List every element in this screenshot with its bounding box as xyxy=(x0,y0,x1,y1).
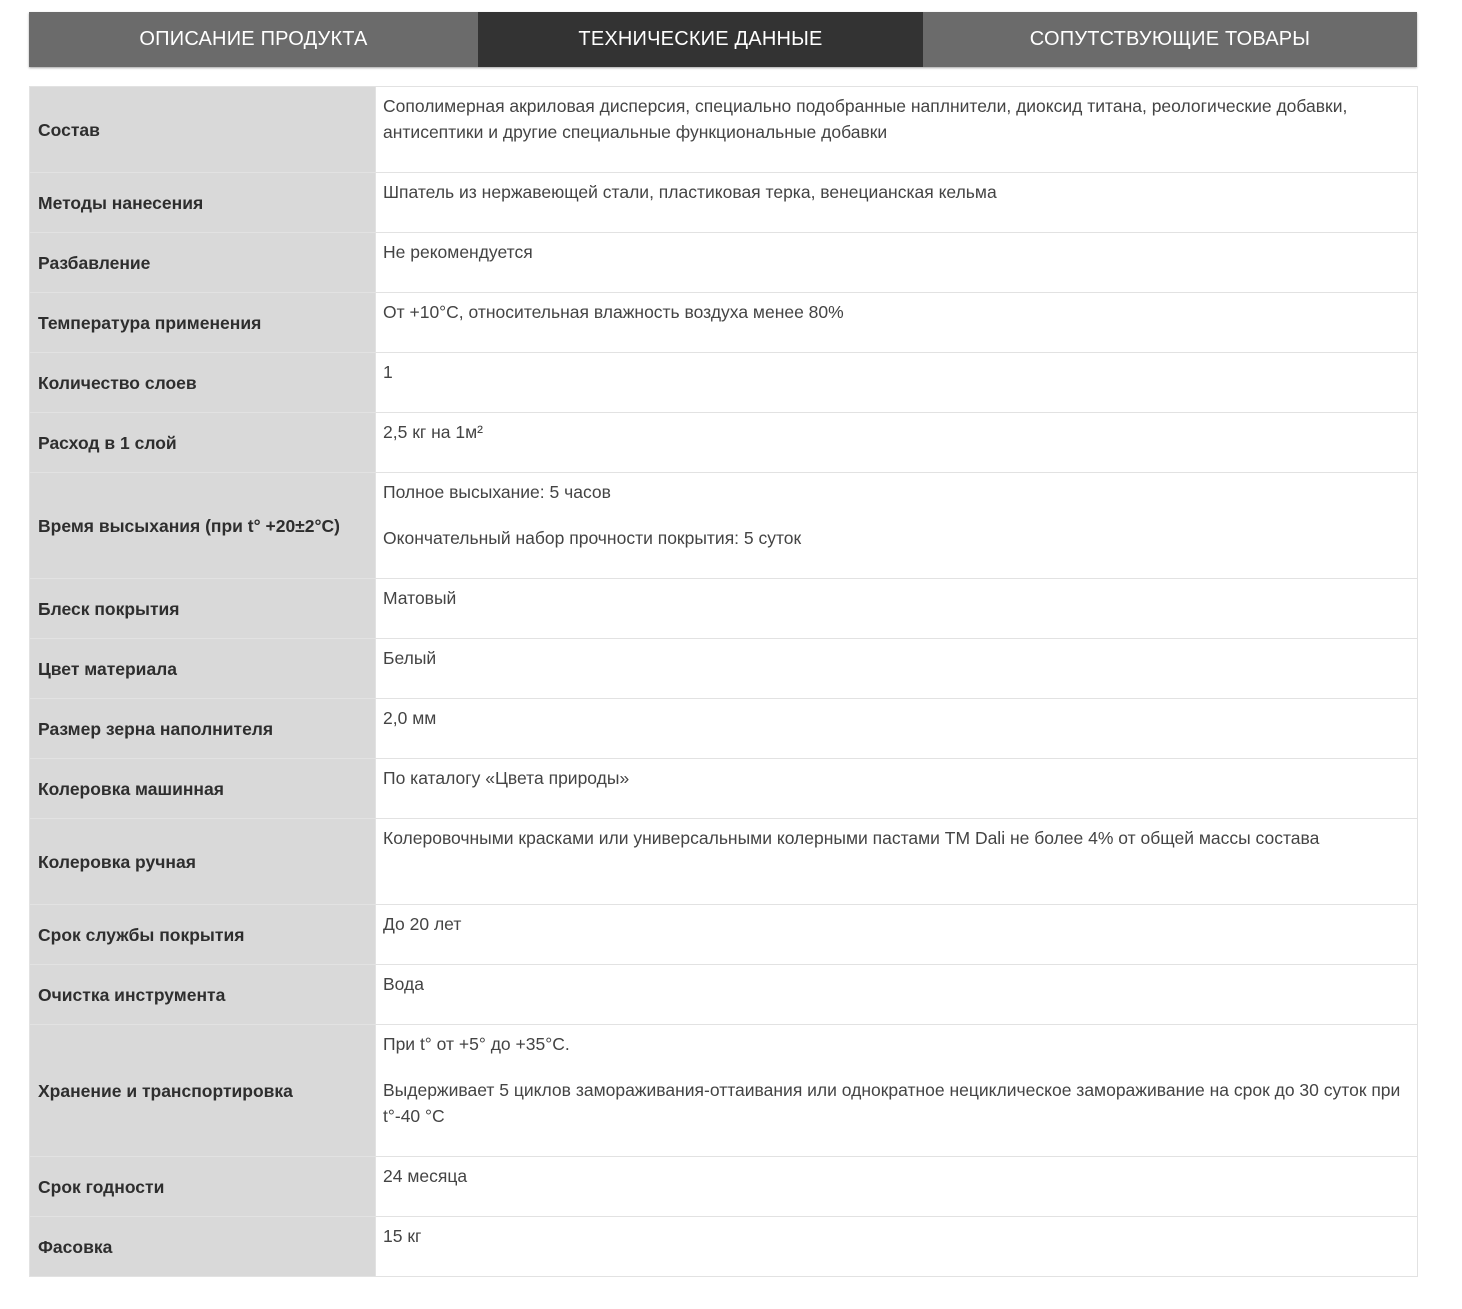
spec-row xyxy=(30,639,1418,699)
spec-value xyxy=(376,965,1418,1025)
technical-data-table xyxy=(29,86,1418,1277)
spec-value-paragraph: Белый xyxy=(383,648,437,668)
spec-label: Очистка инструмента xyxy=(30,965,376,1025)
spec-value-paragraph: 1 xyxy=(383,362,393,382)
spec-row xyxy=(30,173,1418,233)
spec-value-paragraph: Шпатель из нержавеющей стали, пластиковая терка, венецианская кельма xyxy=(383,182,997,202)
spec-value-paragraph: Вода xyxy=(383,974,424,994)
spec-label: Температура применения xyxy=(30,293,376,353)
spec-row xyxy=(30,1025,1418,1157)
tab-product-description[interactable]: ОПИСАНИЕ ПРОДУКТА xyxy=(29,12,478,67)
spec-value xyxy=(376,173,1418,233)
spec-label: Блеск покрытия xyxy=(30,579,376,639)
spec-value xyxy=(376,699,1418,759)
spec-row xyxy=(30,293,1418,353)
spec-value xyxy=(376,293,1418,353)
spec-label: Срок службы покрытия xyxy=(30,905,376,965)
spec-value-paragraph: Сополимерная акриловая дисперсия, специально подобранные наплнители, диоксид титана, реологические добавки, антисептики и другие специальные функциональные добавки xyxy=(383,96,1348,142)
spec-row xyxy=(30,579,1418,639)
spec-label: Колеровка ручная xyxy=(30,819,376,905)
spec-row xyxy=(30,699,1418,759)
spec-value-paragraph: Окончательный набор прочности покрытия: 5 суток xyxy=(383,528,802,548)
spec-value-paragraph: При t° от +5° до +35°С. xyxy=(383,1034,570,1054)
spec-value-paragraph: 24 месяца xyxy=(383,1166,468,1186)
spec-row xyxy=(30,413,1418,473)
spec-value xyxy=(376,87,1418,173)
spec-row xyxy=(30,1217,1418,1277)
spec-value-paragraph: Не рекомендуется xyxy=(383,242,533,262)
spec-value-paragraph: 2,0 мм xyxy=(383,708,437,728)
spec-label: Состав xyxy=(30,87,376,173)
spec-row xyxy=(30,819,1418,905)
spec-value-paragraph: Матовый xyxy=(383,588,457,608)
spec-row xyxy=(30,353,1418,413)
spec-label: Хранение и транспортировка xyxy=(30,1025,376,1157)
spec-row xyxy=(30,1157,1418,1217)
spec-label: Расход в 1 слой xyxy=(30,413,376,473)
spec-value-paragraph: 2,5 кг на 1м² xyxy=(383,422,483,442)
spec-value-paragraph: По каталогу «Цвета природы» xyxy=(383,768,630,788)
spec-row xyxy=(30,965,1418,1025)
spec-value xyxy=(376,819,1418,905)
spec-label: Размер зерна наполнителя xyxy=(30,699,376,759)
spec-value-paragraph: 15 кг xyxy=(383,1226,422,1246)
tab-related-products[interactable]: СОПУТСТВУЮЩИЕ ТОВАРЫ xyxy=(923,12,1417,67)
tab-technical-data[interactable]: ТЕХНИЧЕСКИЕ ДАННЫЕ xyxy=(478,12,923,67)
spec-label: Цвет материала xyxy=(30,639,376,699)
spec-value xyxy=(376,233,1418,293)
spec-value xyxy=(376,353,1418,413)
spec-value xyxy=(376,639,1418,699)
spec-label: Количество слоев xyxy=(30,353,376,413)
spec-row xyxy=(30,473,1418,579)
spec-label: Разбавление xyxy=(30,233,376,293)
spec-value xyxy=(376,579,1418,639)
spec-value xyxy=(376,1217,1418,1277)
spec-value-paragraph: Колеровочными красками или универсальными колерными пастами ТМ Dali не более 4% от общей массы состава xyxy=(383,828,1320,848)
spec-label: Фасовка xyxy=(30,1217,376,1277)
spec-row xyxy=(30,87,1418,173)
product-tabs xyxy=(29,12,1417,67)
spec-row xyxy=(30,233,1418,293)
spec-value-paragraph: От +10°С, относительная влажность воздуха менее 80% xyxy=(383,302,844,322)
spec-value xyxy=(376,759,1418,819)
spec-value xyxy=(376,1157,1418,1217)
spec-label: Методы нанесения xyxy=(30,173,376,233)
spec-value-paragraph: Выдерживает 5 циклов замораживания-оттаивания или однократное нециклическое замораживание на срок до 30 суток при t°-40 °С xyxy=(383,1080,1401,1126)
spec-value xyxy=(376,413,1418,473)
spec-value-paragraph: Полное высыхание: 5 часов xyxy=(383,482,611,502)
spec-value xyxy=(376,905,1418,965)
spec-row xyxy=(30,905,1418,965)
spec-value xyxy=(376,1025,1418,1157)
spec-value xyxy=(376,473,1418,579)
spec-value-paragraph: До 20 лет xyxy=(383,914,462,934)
spec-row xyxy=(30,759,1418,819)
technical-data-table-body xyxy=(30,87,1418,1277)
spec-label: Колеровка машинная xyxy=(30,759,376,819)
spec-label: Срок годности xyxy=(30,1157,376,1217)
spec-label: Время высыхания (при t° +20±2°С) xyxy=(30,473,376,579)
